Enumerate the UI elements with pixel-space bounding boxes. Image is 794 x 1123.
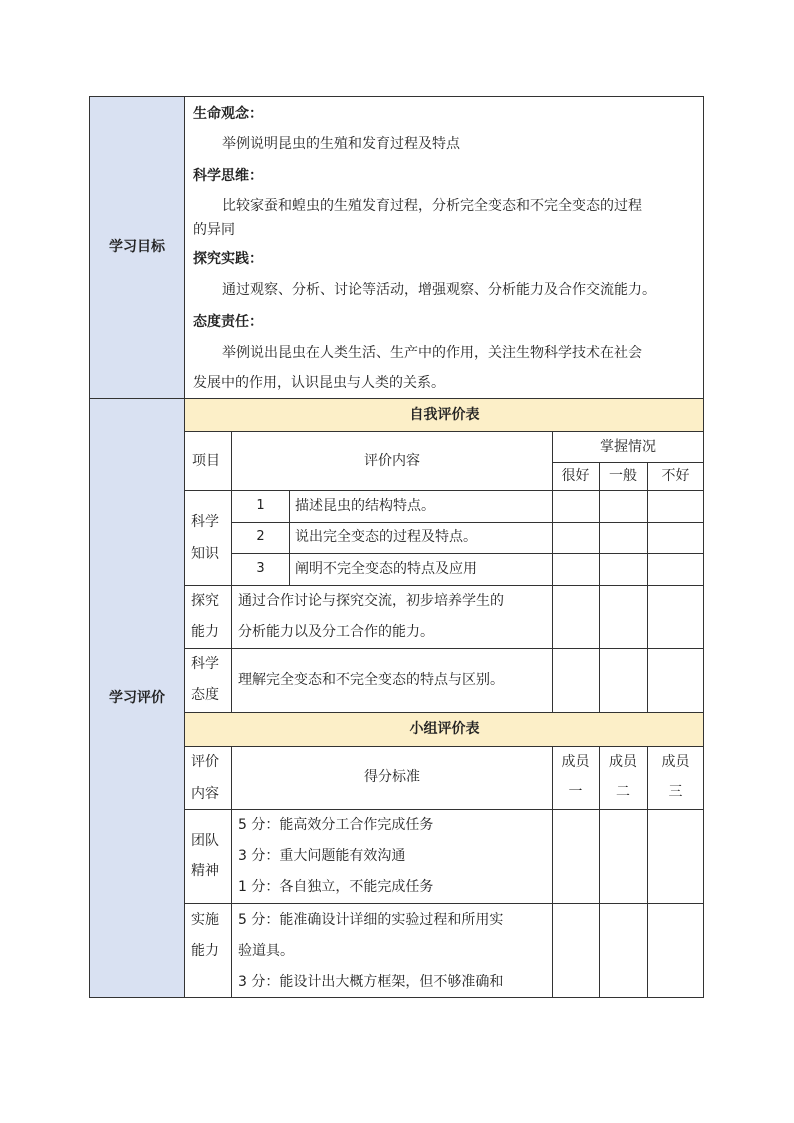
row-text: 描述昆虫的结构特点。 [295,498,435,514]
row-text: 分析能力以及分工合作的能力。 [238,624,434,640]
member-2-header: 成员 [609,754,637,770]
objective-text: 举例说出昆虫在人类生活、生产中的作用，关注生物科学技术在社会 [222,345,642,361]
member-3-header: 三 [668,784,683,800]
objective-text: 的异同 [193,222,235,238]
criteria-text: 3 分：能设计出大概方框架，但不够准确和 [238,974,504,990]
row-number: 3 [256,561,265,576]
row-label-attitude: 态度 [191,687,219,703]
objective-text: 发展中的作用，认识昆虫与人类的关系。 [193,375,445,391]
objectives-label: 学习目标 [109,239,165,255]
row-label-inquiry: 探究 [191,593,219,609]
member-2-header: 二 [616,784,630,800]
objective-text: 举例说明昆虫的生殖和发育过程及特点 [222,136,460,152]
objective-text: 通过观察、分析、讨论等活动，增强观察、分析能力及合作交流能力。 [222,282,656,298]
row-label-knowledge: 科学 [191,514,219,530]
criteria-text: 验道具。 [238,943,294,959]
col-content-header: 内容 [191,786,219,802]
criteria-text: 3 分：重大问题能有效沟通 [238,848,406,864]
col-content-header: 评价 [191,754,219,770]
row-label-knowledge: 知识 [191,546,219,562]
row-text: 说出完全变态的过程及特点。 [295,529,477,545]
member-3-header: 成员 [661,754,690,770]
col-standard-header: 得分标准 [364,769,420,785]
objective-heading-thinking: 科学思维： [193,168,263,184]
row-text: 通过合作讨论与探究交流，初步培养学生的 [238,593,504,609]
lesson-table [89,96,704,998]
objective-heading-attitude: 态度责任： [193,314,263,330]
level-good: 很好 [561,468,590,484]
objective-text: 比较家蚕和蝗虫的生殖发育过程，分析完全变态和不完全变态的过程 [222,198,642,214]
criteria-text: 5 分：能准确设计详细的实验过程和所用实 [238,912,504,928]
member-1-header: 成员 [561,754,590,770]
objective-heading-life: 生命观念： [193,106,263,122]
row-label-team: 团队 [191,833,219,849]
row-label-implement: 实施 [191,912,219,928]
member-1-header: 一 [568,784,583,800]
row-text: 阐明不完全变态的特点及应用 [295,561,477,577]
col-item-header: 项目 [192,453,220,469]
col-mastery-header: 掌握情况 [600,439,656,455]
row-label-inquiry: 能力 [191,624,219,640]
row-label-attitude: 科学 [191,656,219,672]
evaluation-label: 学习评价 [109,690,165,706]
objective-heading-practice: 探究实践： [193,251,263,267]
col-content-header: 评价内容 [364,453,420,469]
group-table-title: 小组评价表 [409,721,480,737]
row-label-implement: 能力 [191,943,219,959]
row-label-team: 精神 [191,863,219,879]
level-average: 一般 [609,468,637,484]
row-number: 1 [256,498,265,513]
criteria-text: 5 分：能高效分工合作完成任务 [238,817,434,833]
row-text: 理解完全变态和不完全变态的特点与区别。 [238,672,504,688]
row-number: 2 [256,529,265,544]
level-poor: 不好 [661,468,690,484]
self-table-title: 自我评价表 [409,407,480,423]
criteria-text: 1 分：各自独立，不能完成任务 [238,879,434,895]
